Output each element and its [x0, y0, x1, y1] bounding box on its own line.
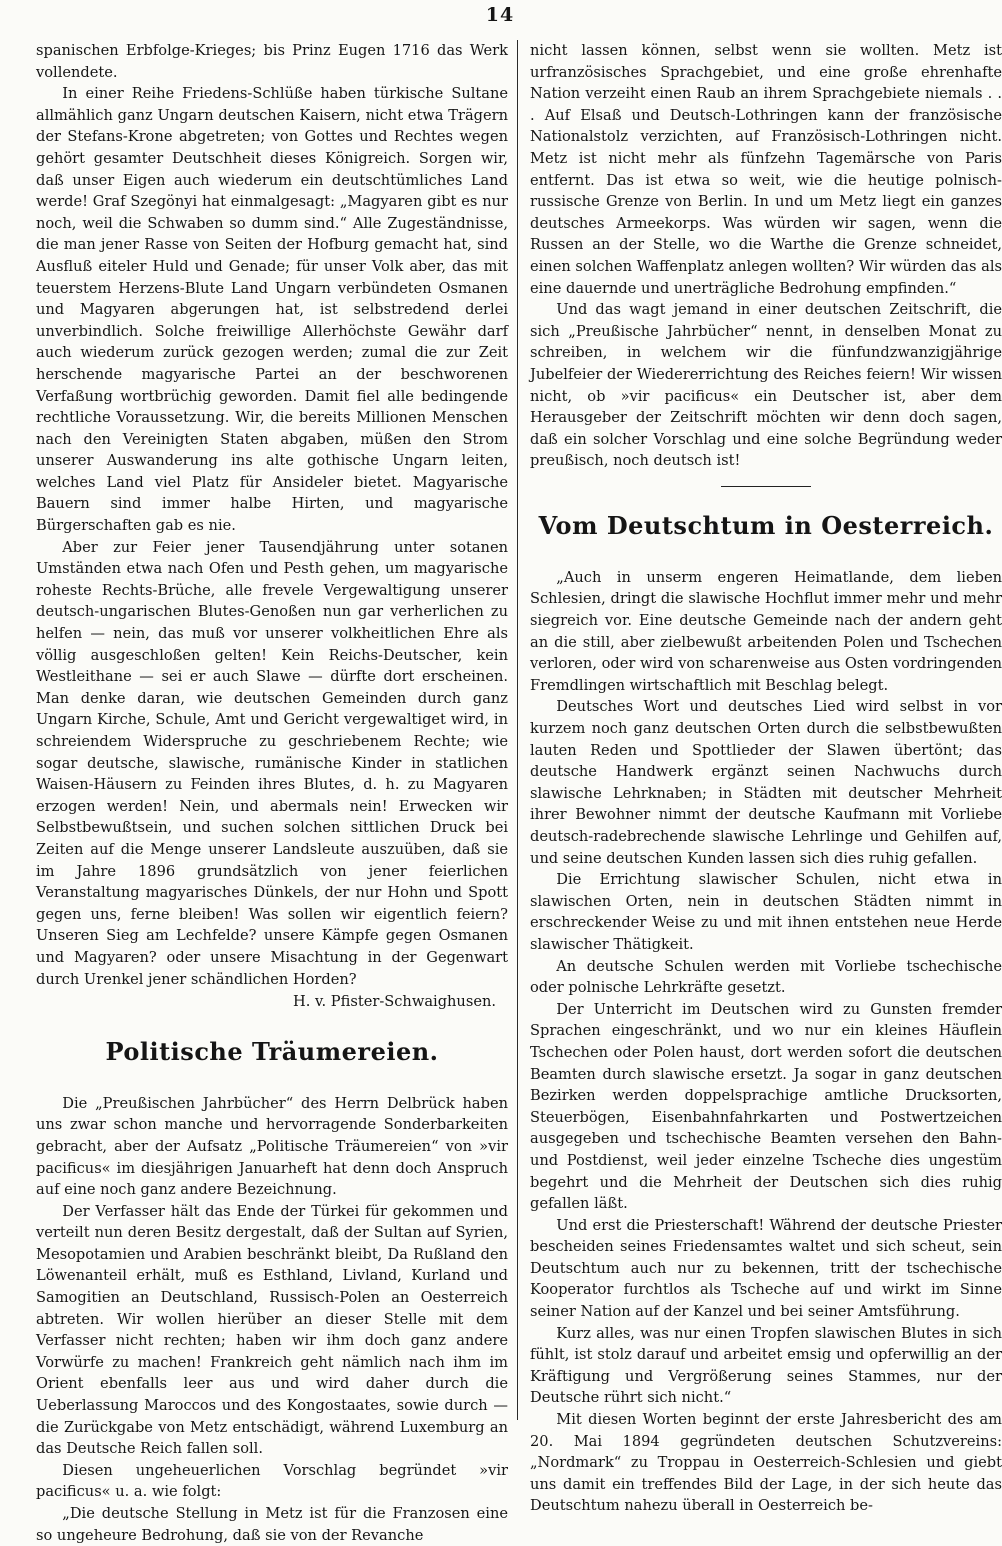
paragraph: Der Verfasser hält das Ende der Türkei für gekommen und verteilt nun deren Besitz dergestalt, daß der Sultan auf Syrien, Mesopotamien und Arabien beschränkt bleibt, Da Rußland den Löwenanteil erhält, muß es Esthland, Livland, Kurland und Samogitien an Deutschland, Russisch-Polen an Oesterreich abtreten. Wir wollen hierüber an dieser Stelle mit dem Verfasser nicht rechten; haben wir ihm doch ganz andere Vorwürfe zu machen! Frankreich geht nämlich nach ihm im Orient ebenfalls leer aus und wird daher durch die Ueberlassung Maroccos und des Kongostaates, sowie durch — die Zurückgabe von Metz entschädigt, während Luxemburg an das Deutsche Reich fallen soll.	[36, 1202, 508, 1458]
paragraph: Kurz alles, was nur einen Tropfen slawischen Blutes in sich fühlt, ist stolz darauf und arbeitet emsig und opferwillig an der Kräftigung und Vergrößerung seines Stammes, nur der Deutsche rührt sich nicht.“	[530, 1324, 1002, 1407]
paragraph: Mit diesen Worten beginnt der erste Jahresbericht des am 20. Mai 1894 gegründeten deutschen Schutzvereins: „Nordmark“ zu Troppau in Oesterreich-Schlesien und giebt uns damit ein treffendes Bild der Lage, in der sich heute das Deutschtum nahezu überall in Oesterreich be-	[530, 1411, 1002, 1515]
paragraph: In einer Reihe Friedens-Schlüße haben türkische Sultane allmählich ganz Ungarn deutschen Kaisern, nicht etwa Trägern der Stefans-Krone abgetreten; von Gottes und Rechtes wegen gehört gesamter Deutschheit dieses Königreich. Sorgen wir, daß unser Eigen auch wiederum ein deutschtümliches Land werde! Graf Szegönyi hat einmalgesagt: „Magyaren gibt es nur noch, weil die Schwaben so dumm sind.“ Alle Zugeständnisse, die man jener Rasse von Seiten der Hofburg gemacht hat, sind Ausfluß eiteler Huld und Genade; für unser Volk aber, das mit teuerstem Herzens-Blute Land Ungarn verbündeten Osmanen und Magyaren abgerungen hat, ist selbstredend derlei unverbindlich. Solche freiwillige Allerhöchste Gewähr darf auch wiederum zurück gezogen werden; zumal die zur Zeit herschende magyarische Partei an der beschworenen Verfaßung wortbrüchig geworden. Damit fiel alle bedingende rechtliche Voraussetzung. Wir, die bereits Millionen Menschen nach den Vereinigten Staten abgaben, müßen den Strom unserer Auswanderung ins alte gothische Ungarn leiten, welches Land viel Platz für Ansideler bietet. Magyarische Bauern sind immer halbe Hirten, und magyarische Bürgerschaften gab es nie.	[36, 85, 508, 535]
paragraph: „Die deutsche Stellung in Metz ist für die Franzosen eine so ungeheure Bedrohung, daß sie von der Revanche	[36, 1505, 508, 1544]
right-column	[530, 40, 1002, 1515]
paragraph: Die Errichtung slawischer Schulen, nicht etwa in slawischen Orten, nein in deutschen Städten nimmt in erschreckender Weise zu und mit ihnen entstehen neue Herde slawischer Thätigkeit.	[530, 871, 1002, 953]
paragraph: spanischen Erbfolge-Krieges; bis Prinz Eugen 1716 das Werk vollendete.	[36, 42, 508, 81]
paragraph: Diesen ungeheuerlichen Vorschlag begründet »vir pacificus« u. a. wie folgt:	[36, 1461, 508, 1501]
paragraph: An deutsche Schulen werden mit Vorliebe tschechische oder polnische Lehrkräfte gesetzt.	[530, 957, 1002, 997]
column-divider	[517, 40, 518, 1420]
paragraph: Und erst die Priesterschaft! Während der deutsche Priester bescheiden seines Friedensamtes waltet und sich scheut, sein Deutschtum auch nur zu bekennen, tritt der tschechische Kooperator furchtlos als Tscheche auf und wirkt im Sinne seiner Nation auf der Kanzel und bei seiner Amtsführung.	[530, 1216, 1002, 1321]
paragraph: Deutsches Wort und deutsches Lied wird selbst in vor kurzem noch ganz deutschen Orten durch die selbstbewußten lauten Reden und Spottlieder der Slawen übertönt; das deutsche Handwerk ergänzt seinen Nachwuchs durch slawische Lehrknaben; in Städten mit deutscher Mehrheit ihrer Bewohner nimmt der deutsche Kaufmann mit Vorliebe deutsch-radebrechende slawische Lehrlinge und Gehilfen auf, und seine deutschen Kunden lassen sich dies ruhig gefallen.	[530, 698, 1002, 867]
paragraph: nicht lassen können, selbst wenn sie wollten. Metz ist urfranzösisches Sprachgebiet, und eine große ehrenhafte Nation verzeiht einen Raub an ihrem Sprachgebiete niemals . . . Auf Elsaß und Deutsch-Lothringen kann der französische Nationalstolz verzichten, auf Französisch-Lothringen nicht. Metz ist nicht mehr als fünfzehn Tagemärsche von Paris entfernt. Das ist etwa so weit, wie die heutige polnisch-russische Grenze von Berlin. In und um Metz liegt ein ganzes deutsches Armeekorps. Was würden wir sagen, wenn die Russen an der Stelle, wo die Warthe die Grenze schneidet, einen solchen Waffenplatz anlegen wollten? Wir würden das als eine dauernde und unerträgliche Bedrohung empfinden.“	[530, 42, 1002, 297]
paragraph: Aber zur Feier jener Tausendjährung unter sotanen Umständen etwa nach Ofen und Pesth gehen, um magyarische roheste Rechts-Brüche, alle frevele Vergewaltigung unserer deutsch-ungarischen Blutes-Genoßen nun gar verherlichen zu helfen — nein, das muß vor unserer volkheitlichen Ehre als völlig ausgeschloßen gelten! Kein Reichs-Deutscher, kein Westleithane — sei er auch Slawe — dürfte dort erscheinen. Man denke daran, wie deutschen Gemeinden durch ganz Ungarn Kirche, Schule, Amt und Gericht vergewaltiget wird, in schreiendem Widerspruche zu geschriebenem Rechte; wie sogar deutsche, slawische, rumänische Kinder in statlichen Waisen-Häusern zu Feinden ihres Blutes, d. h. zu Magyaren erzogen werden! Nein, und abermals nein! Erwecken wir Selbstbewußtsein, und suchen solchen sittlichen Druck bei Zeiten auf die Menge unserer Landsleute auszuüben, daß sie im Jahre 1896 grundsätzlich von jener feierlichen Veranstaltung magyarisches Dünkels, der nur Hohn und Spott gegen uns, ferne bleiben! Was sollen wir eigentlich feiern? Unseren Sieg am Lechfelde? unsere Kämpfe gegen Osmanen und Magyaren? oder unsere Misachtung in der Gegenwart durch Urenkel jener schändlichen Horden?	[36, 538, 508, 988]
paragraph: Der Unterricht im Deutschen wird zu Gunsten fremder Sprachen eingeschränkt, und wo nur ein kleines Häuflein Tschechen oder Polen haust, dort werden sofort die deutschen Beamten durch slawische ersetzt. Ja sogar in ganz deutschen Bezirken werden doppelsprachige amtliche Drucksorten, Steuerbögen, Eisenbahnfahrkarten und Postwertzeichen ausgegeben und tschechische Beamten versehen den Bahn- und Postdienst, weil jeder einzelne Tscheche dies ungestüm begehrt und die Mehrheit der Deutschen sich dies ruhig gefallen läßt.	[530, 1000, 1002, 1213]
page-number: 14	[485, 4, 515, 26]
left-column	[36, 40, 508, 1544]
article-title: Politische Träumereien.	[105, 1036, 439, 1066]
paragraph: Die „Preußischen Jahrbücher“ des Herrn Delbrück haben uns zwar schon manche und hervorragende Sonderbarkeiten gebracht, aber der Aufsatz „Politische Träumereien“ von »vir pacificus« im diesjährigen Januarheft hat denn doch Anspruch auf eine noch ganz andere Bezeichnung.	[36, 1094, 508, 1199]
paragraph: „Auch in unserm engeren Heimatlande, dem lieben Schlesien, dringt die slawische Hochflut immer mehr und mehr siegreich vor. Eine deutsche Gemeinde nach der andern geht an die still, aber zielbewußt arbeitenden Polen und Tschechen verloren, oder wird von scharenweise aus Osten vordringenden Fremdlingen wirtschaftlich mit Beschlag belegt.	[530, 568, 1002, 694]
section-separator	[721, 486, 811, 487]
author-signature: H. v. Pfister-Schwaighusen.	[293, 993, 496, 1011]
paragraph: Und das wagt jemand in einer deutschen Zeitschrift, die sich „Preußische Jahrbücher“ nennt, in denselben Monat zu schreiben, in welchem wir die fünfundzwanzigjährige Jubelfeier der Wiedererrichtung des Reiches feiern! Wir wissen nicht, ob »vir pacificus« ein Deutscher ist, aber dem Herausgeber der Zeitschrift möchten wir denn doch sagen, daß ein solcher Vorschlag und eine solche Begründung weder preußisch, noch deutsch ist!	[530, 301, 1002, 470]
article-title: Vom Deutschtum in Oesterreich.	[538, 510, 994, 540]
